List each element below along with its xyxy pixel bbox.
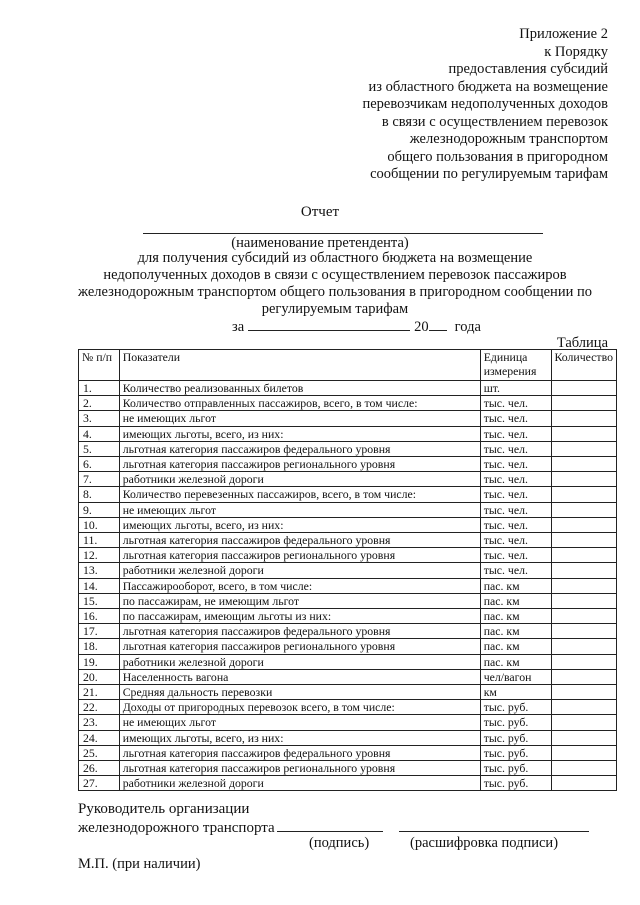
appendix-line: предоставления субсидий [448, 61, 608, 77]
row-num-cell: 2. [79, 396, 120, 411]
table-row [79, 776, 617, 791]
table-row [79, 654, 617, 669]
row-num-cell: 22. [79, 700, 120, 715]
row-quantity-cell [551, 593, 617, 608]
row-num-cell: 23. [79, 715, 120, 730]
table-row [79, 745, 617, 760]
row-quantity-cell [551, 685, 617, 700]
row-indicator-cell: льготная категория пассажиров регионального уровня [119, 639, 480, 654]
row-unit-cell: тыс. руб. [480, 730, 551, 745]
report-title: Отчет [300, 204, 340, 220]
row-quantity-cell [551, 563, 617, 578]
appendix-line: Приложение 2 [519, 26, 608, 42]
row-num-cell: 27. [79, 776, 120, 791]
row-indicator-cell: Населенность вагона [119, 669, 480, 684]
row-quantity-cell [551, 472, 617, 487]
row-unit-cell: тыс. чел. [480, 517, 551, 532]
purpose-line: недополученных доходов в связи с осуществлением перевозок пассажиров [103, 267, 567, 283]
row-num-cell: 25. [79, 745, 120, 760]
stamp-note: М.П. (при наличии) [78, 856, 201, 872]
report-table [78, 349, 617, 791]
table-row [79, 381, 617, 396]
row-indicator-cell: льготная категория пассажиров регионального уровня [119, 457, 480, 472]
row-unit-cell: тыс. чел. [480, 563, 551, 578]
table-row [79, 502, 617, 517]
period-blank [248, 318, 410, 331]
row-unit-cell: тыс. чел. [480, 472, 551, 487]
row-indicator-cell: не имеющих льгот [119, 502, 480, 517]
row-indicator-cell: не имеющих льгот [119, 715, 480, 730]
table-row [79, 533, 617, 548]
row-unit-cell: тыс. руб. [480, 761, 551, 776]
row-unit-cell: тыс. чел. [480, 533, 551, 548]
appendix-line: железнодорожным транспортом [409, 131, 608, 147]
signature-role-line1: Руководитель организации [78, 801, 250, 817]
row-unit-cell: тыс. руб. [480, 745, 551, 760]
row-unit-cell: тыс. чел. [480, 441, 551, 456]
table-row [79, 761, 617, 776]
table-row [79, 685, 617, 700]
row-unit-cell: тыс. руб. [480, 715, 551, 730]
applicant-name-caption: (наименование претендента) [231, 235, 409, 251]
row-num-cell: 20. [79, 669, 120, 684]
signature-line [277, 831, 383, 832]
signature-block [78, 800, 275, 838]
appendix-line: в связи с осуществлением перевозок [381, 113, 608, 130]
row-unit-cell: тыс. чел. [480, 426, 551, 441]
period-prefix: за [232, 319, 245, 335]
row-indicator-cell: работники железной дороги [119, 654, 480, 669]
row-unit-cell: пас. км [480, 654, 551, 669]
row-indicator-cell: работники железной дороги [119, 776, 480, 791]
purpose-line: железнодорожным транспортом общего пользования в пригородном сообщении по [78, 284, 592, 300]
row-num-cell: 13. [79, 563, 120, 578]
table-row [79, 624, 617, 639]
row-unit-cell: тыс. руб. [480, 700, 551, 715]
appendix-line: перевозчикам недополученных доходов [362, 96, 608, 112]
row-num-cell: 5. [79, 441, 120, 456]
signature-decode-caption: (расшифровка подписи) [410, 835, 559, 851]
row-indicator-cell: льготная категория пассажиров федерального уровня [119, 441, 480, 456]
row-num-cell: 17. [79, 624, 120, 639]
table-row [79, 715, 617, 730]
row-quantity-cell [551, 730, 617, 745]
row-num-cell: 21. [79, 685, 120, 700]
row-indicator-cell: имеющих льготы, всего, из них: [119, 730, 480, 745]
row-unit-cell: пас. км [480, 639, 551, 654]
row-indicator-cell: по пассажирам, имеющим льготы из них: [119, 609, 480, 624]
row-quantity-cell [551, 548, 617, 563]
row-unit-cell: тыс. чел. [480, 457, 551, 472]
row-indicator-cell: Количество перевезенных пассажиров, всего, в том числе: [119, 487, 480, 502]
row-quantity-cell [551, 487, 617, 502]
row-num-cell: 24. [79, 730, 120, 745]
table-row [79, 578, 617, 593]
table-row [79, 700, 617, 715]
signature-role-line2: железнодорожного транспорта [78, 820, 275, 836]
row-quantity-cell [551, 715, 617, 730]
appendix-header [308, 26, 608, 184]
row-num-cell: 18. [79, 639, 120, 654]
purpose-line: регулируемым тарифам [261, 301, 409, 317]
row-quantity-cell [551, 396, 617, 411]
row-indicator-cell: имеющих льготы, всего, из них: [119, 426, 480, 441]
period-suffix: года [454, 319, 481, 335]
row-unit-cell: тыс. чел. [480, 487, 551, 502]
purpose-line: для получения субсидий из областного бюджета на возмещение [137, 250, 533, 266]
header-num: № п/п [79, 350, 120, 381]
row-indicator-cell: льготная категория пассажиров регионального уровня [119, 761, 480, 776]
row-unit-cell: км [480, 685, 551, 700]
header-indicator: Показатели [119, 350, 480, 381]
row-num-cell: 1. [79, 381, 120, 396]
row-quantity-cell [551, 502, 617, 517]
row-quantity-cell [551, 669, 617, 684]
row-num-cell: 3. [79, 411, 120, 426]
row-quantity-cell [551, 411, 617, 426]
row-indicator-cell: льготная категория пассажиров федерального уровня [119, 533, 480, 548]
report-purpose [70, 250, 600, 318]
appendix-line: сообщении по регулируемым тарифам [370, 166, 608, 182]
table-row [79, 411, 617, 426]
report-period [232, 318, 481, 336]
table-row [79, 426, 617, 441]
table-row [79, 472, 617, 487]
row-indicator-cell: работники железной дороги [119, 472, 480, 487]
applicant-name-line [143, 233, 543, 234]
row-num-cell: 15. [79, 593, 120, 608]
row-unit-cell: пас. км [480, 578, 551, 593]
table-row [79, 396, 617, 411]
row-num-cell: 26. [79, 761, 120, 776]
row-quantity-cell [551, 700, 617, 715]
row-quantity-cell [551, 624, 617, 639]
table-row [79, 669, 617, 684]
row-num-cell: 7. [79, 472, 120, 487]
table-row [79, 517, 617, 532]
row-num-cell: 9. [79, 502, 120, 517]
row-unit-cell: тыс. чел. [480, 396, 551, 411]
row-unit-cell: пас. км [480, 609, 551, 624]
table-row [79, 487, 617, 502]
row-quantity-cell [551, 441, 617, 456]
row-indicator-cell: льготная категория пассажиров регионального уровня [119, 548, 480, 563]
row-num-cell: 11. [79, 533, 120, 548]
row-indicator-cell: Количество реализованных билетов [119, 381, 480, 396]
row-quantity-cell [551, 517, 617, 532]
row-quantity-cell [551, 776, 617, 791]
row-num-cell: 12. [79, 548, 120, 563]
row-num-cell: 8. [79, 487, 120, 502]
row-indicator-cell: имеющих льготы, всего, из них: [119, 517, 480, 532]
row-indicator-cell: не имеющих льгот [119, 411, 480, 426]
row-unit-cell: тыс. чел. [480, 411, 551, 426]
table-row [79, 639, 617, 654]
table-row [79, 593, 617, 608]
appendix-line: общего пользования в пригородном [387, 148, 608, 165]
table-body [79, 381, 617, 791]
row-unit-cell: тыс. руб. [480, 776, 551, 791]
row-quantity-cell [551, 745, 617, 760]
header-quantity: Количество [551, 350, 617, 381]
table-header-row [79, 350, 617, 381]
row-num-cell: 10. [79, 517, 120, 532]
signature-caption: (подпись) [309, 835, 370, 851]
row-indicator-cell: Доходы от пригородных перевозок всего, в том числе: [119, 700, 480, 715]
row-indicator-cell: Пассажирооборот, всего, в том числе: [119, 578, 480, 593]
row-num-cell: 14. [79, 578, 120, 593]
row-quantity-cell [551, 609, 617, 624]
row-quantity-cell [551, 381, 617, 396]
row-unit-cell: тыс. чел. [480, 502, 551, 517]
table-row [79, 441, 617, 456]
row-num-cell: 6. [79, 457, 120, 472]
appendix-line: к Порядку [544, 43, 608, 60]
row-quantity-cell [551, 457, 617, 472]
table-row [79, 457, 617, 472]
table-row [79, 548, 617, 563]
period-year-blank [429, 318, 447, 331]
row-quantity-cell [551, 578, 617, 593]
row-indicator-cell: работники железной дороги [119, 563, 480, 578]
period-year: 20 [414, 319, 429, 335]
row-indicator-cell: Средняя дальность перевозки [119, 685, 480, 700]
row-quantity-cell [551, 533, 617, 548]
row-num-cell: 4. [79, 426, 120, 441]
row-indicator-cell: по пассажирам, не имеющим льгот [119, 593, 480, 608]
row-indicator-cell: Количество отправленных пассажиров, всего, в том числе: [119, 396, 480, 411]
signature-decode-line [399, 831, 589, 832]
header-unit: Единица измерения [480, 350, 551, 381]
row-quantity-cell [551, 426, 617, 441]
row-num-cell: 19. [79, 654, 120, 669]
row-quantity-cell [551, 761, 617, 776]
row-unit-cell: пас. км [480, 593, 551, 608]
row-unit-cell: чел/вагон [480, 669, 551, 684]
row-indicator-cell: льготная категория пассажиров федерального уровня [119, 745, 480, 760]
row-unit-cell: шт. [480, 381, 551, 396]
row-num-cell: 16. [79, 609, 120, 624]
table-row [79, 609, 617, 624]
table-label: Таблица [556, 335, 608, 351]
row-quantity-cell [551, 654, 617, 669]
row-unit-cell: пас. км [480, 624, 551, 639]
row-unit-cell: тыс. чел. [480, 548, 551, 563]
row-indicator-cell: льготная категория пассажиров федерального уровня [119, 624, 480, 639]
table-row [79, 730, 617, 745]
table-row [79, 563, 617, 578]
appendix-line: из областного бюджета на возмещение [368, 78, 608, 95]
row-quantity-cell [551, 639, 617, 654]
